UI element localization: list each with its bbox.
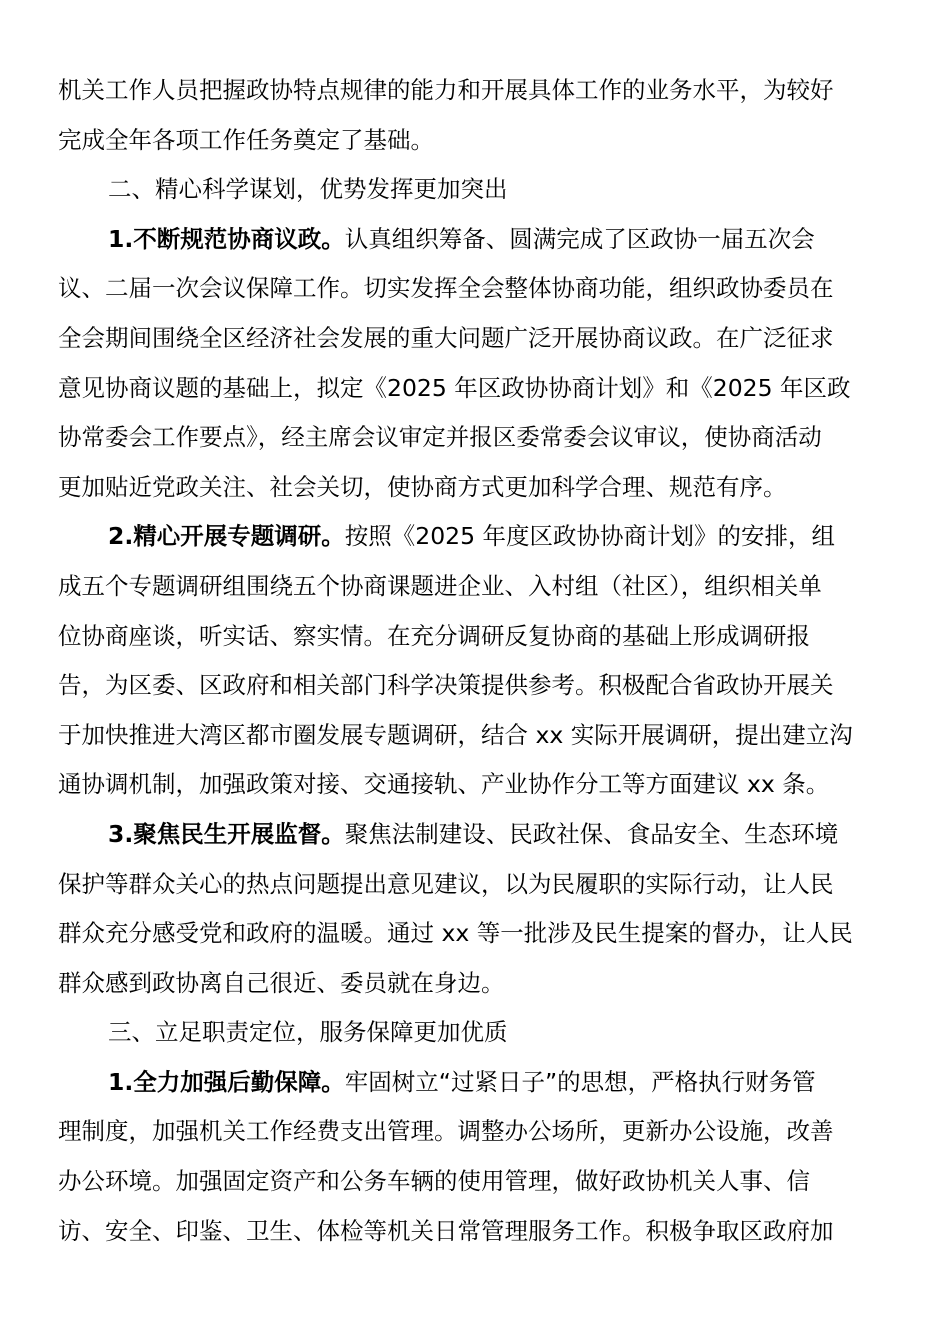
paragraph-line xyxy=(58,711,890,761)
item-heading: 1.全力加强后勤保障。 xyxy=(108,1067,345,1096)
line-text: 牢固树立“过紧日子”的思想，严格执行财务管 xyxy=(344,1067,816,1096)
paragraph-line xyxy=(58,264,890,314)
paragraph-line xyxy=(58,116,890,166)
item-heading: 1.不断规范协商议政。 xyxy=(108,224,345,253)
section-heading-text: 三、立足职责定位，服务保障更加优质 xyxy=(108,1018,508,1047)
line-text: 机关工作人员把握政协特点规律的能力和开展具体工作的业务水平，为较好 xyxy=(58,76,834,104)
paragraph-line xyxy=(58,1207,890,1257)
paragraph-line xyxy=(58,463,890,513)
line-text: 成五个专题调研组围绕五个协商课题进企业、入村组（社区），组织相关单 xyxy=(58,571,822,600)
paragraph-line xyxy=(58,1058,890,1108)
line-text: 按照《2025 年度区政协协商计划》的安排，组 xyxy=(344,522,836,551)
line-text: 理制度，加强机关工作经费支出管理。调整办公场所，更新办公设施，改善 xyxy=(58,1117,834,1146)
paragraph-line xyxy=(58,413,890,463)
line-text: 办公环境。加强固定资产和公务车辆的使用管理，做好政协机关人事、信 xyxy=(58,1167,810,1196)
line-text: 意见协商议题的基础上，拟定《2025 年区政协协商计划》和《2025 年区政 xyxy=(58,373,851,402)
line-text: 全会期间围绕全区经济社会发展的重大问题广泛开展协商议政。在广泛征求 xyxy=(58,323,834,352)
line-text: 保护等群众关心的热点问题提出意见建议，以为民履职的实际行动，让人民 xyxy=(58,869,834,898)
line-text: 群众充分感受党和政府的温暖。通过 xx 等一批涉及民生提案的督办，让人民 xyxy=(58,919,853,948)
paragraph-line xyxy=(58,810,890,860)
line-text: 聚焦法制建设、民政社保、食品安全、生态环境 xyxy=(344,819,839,848)
paragraph-line xyxy=(58,860,890,910)
line-text: 位协商座谈，听实话、察实情。在充分调研反复协商的基础上形成调研报 xyxy=(58,621,810,650)
line-text: 更加贴近党政关注、社会关切，使协商方式更加科学合理、规范有序。 xyxy=(58,472,787,501)
line-text: 议、二届一次会议保障工作。切实发挥全会整体协商功能，组织政协委员在 xyxy=(58,274,834,303)
paragraph-line xyxy=(58,612,890,662)
paragraph-line xyxy=(58,1107,890,1157)
paragraph-line xyxy=(58,215,890,265)
paragraph-line xyxy=(58,760,890,810)
paragraph-line xyxy=(58,909,890,959)
section-heading xyxy=(58,1008,890,1058)
line-text: 认真组织筹备、圆满完成了区政协一届五次会 xyxy=(344,224,815,253)
paragraph-line xyxy=(58,512,890,562)
item-heading: 2.精心开展专题调研。 xyxy=(108,522,345,551)
line-text: 通协调机制，加强政策对接、交通接轨、产业协作分工等方面建议 xx 条。 xyxy=(58,770,830,799)
paragraph-line xyxy=(58,314,890,364)
line-text: 告，为区委、区政府和相关部门科学决策提供参考。积极配合省政协开展关 xyxy=(58,671,834,700)
paragraph-line xyxy=(58,66,890,116)
line-text: 群众感到政协离自己很近、委员就在身边。 xyxy=(58,968,505,997)
paragraph-line xyxy=(58,1157,890,1207)
paragraph-line xyxy=(58,562,890,612)
line-text: 完成全年各项工作任务奠定了基础。 xyxy=(58,125,434,154)
paragraph-line xyxy=(58,959,890,1009)
item-heading: 3.聚焦民生开展监督。 xyxy=(108,819,345,848)
line-text: 访、安全、印鉴、卫生、体检等机关日常管理服务工作。积极争取区政府加 xyxy=(58,1216,834,1245)
section-heading-text: 二、精心科学谋划，优势发挥更加突出 xyxy=(108,175,508,204)
section-heading xyxy=(58,165,890,215)
document-page xyxy=(58,66,890,1256)
paragraph-line xyxy=(58,364,890,414)
line-text: 协常委会工作要点》，经主席会议审定并报区委常委会议审议，使协商活动 xyxy=(58,423,822,452)
paragraph-line xyxy=(58,661,890,711)
line-text: 于加快推进大湾区都市圈发展专题调研，结合 xx 实际开展调研，提出建立沟 xyxy=(58,720,853,749)
